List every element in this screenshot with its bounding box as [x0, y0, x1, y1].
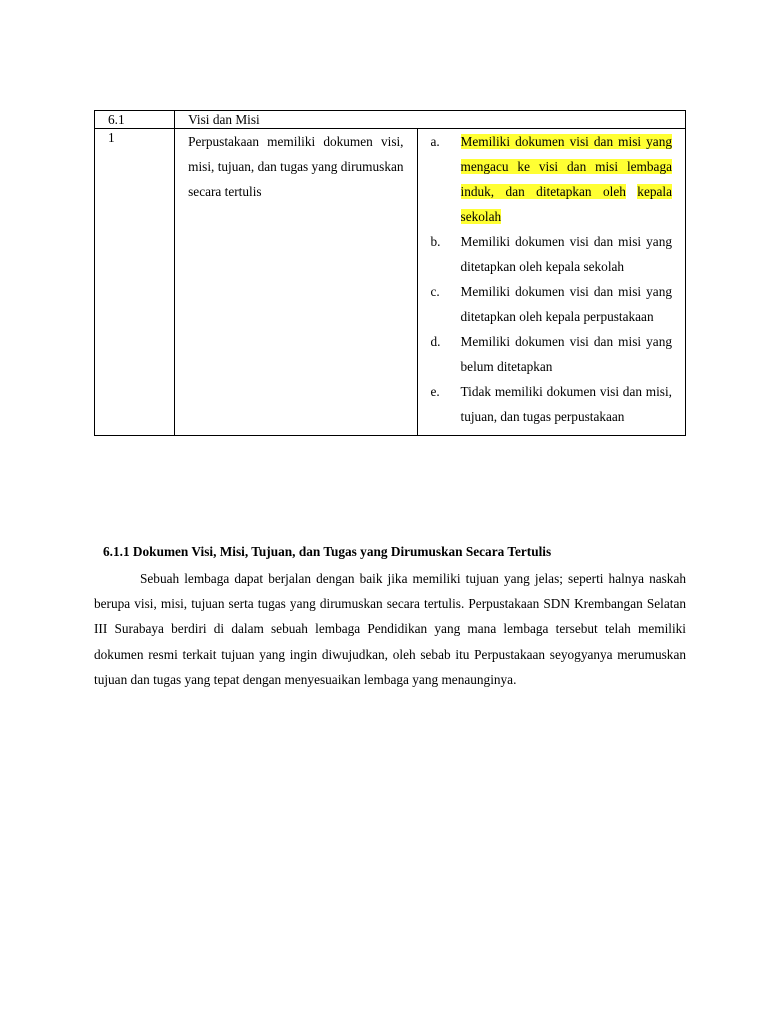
section-heading: 6.1.1 Dokumen Visi, Misi, Tujuan, dan Tugas yang Dirumuskan Secara Tertulis [103, 544, 552, 559]
option-letter: d. [430, 334, 441, 349]
option-text: Memiliki dokumen visi dan misi yang ditetapkan oleh kepala perpustakaan [460, 284, 672, 324]
option-b [431, 229, 672, 279]
option-text: Memiliki dokumen visi dan misi yang belum ditetapkan [460, 334, 672, 374]
option-d [431, 329, 672, 379]
header-number: 6.1 [95, 111, 175, 129]
option-text: Memiliki dokumen visi dan misi yang ditetapkan oleh kepala sekolah [460, 234, 672, 274]
option-a [431, 129, 672, 229]
option-letter: a. [430, 134, 440, 149]
table-header-row [95, 111, 686, 129]
table-row [95, 129, 686, 436]
option-letter: e. [430, 384, 440, 399]
body-paragraph: Sebuah lembaga dapat berjalan dengan baik jika memiliki tujuan yang jelas; seperti halnya naskah berupa visi, misi, tujuan serta tugas yang dirumuskan secara tertulis. Perpustakaan SDN Krembangan Selatan III Surabaya berdiri di dalam sebuah lembaga Pendidikan yang mana lembaga tersebut telah memiliki dokumen resmi terkait tujuan yang ingin diwujudkan, oleh sebab itu Perpustakaan seyogyanya merumuskan tujuan dan tugas yang tepat dengan menyesuaikan lembaga yang menaunginya. [94, 571, 686, 687]
highlighted-text: kepala sekolah [460, 184, 672, 224]
option-letter: c. [430, 284, 440, 299]
option-e [431, 379, 672, 429]
option-letter: b. [430, 234, 441, 249]
header-title: Visi dan Misi [175, 111, 686, 129]
options-cell [417, 129, 685, 436]
criterion-text: Perpustakaan memiliki dokumen visi, misi, tujuan, dan tugas yang dirumuskan secara tertulis [175, 129, 417, 436]
option-text [461, 129, 672, 229]
highlighted-text: Memiliki dokumen visi dan misi yang mengacu ke visi dan misi lembaga induk, dan ditetapkan oleh [460, 134, 672, 199]
criteria-table [94, 110, 686, 436]
row-number: 1 [95, 129, 175, 436]
option-text: Tidak memiliki dokumen visi dan misi, tujuan, dan tugas perpustakaan [460, 384, 672, 424]
option-c [431, 279, 672, 329]
